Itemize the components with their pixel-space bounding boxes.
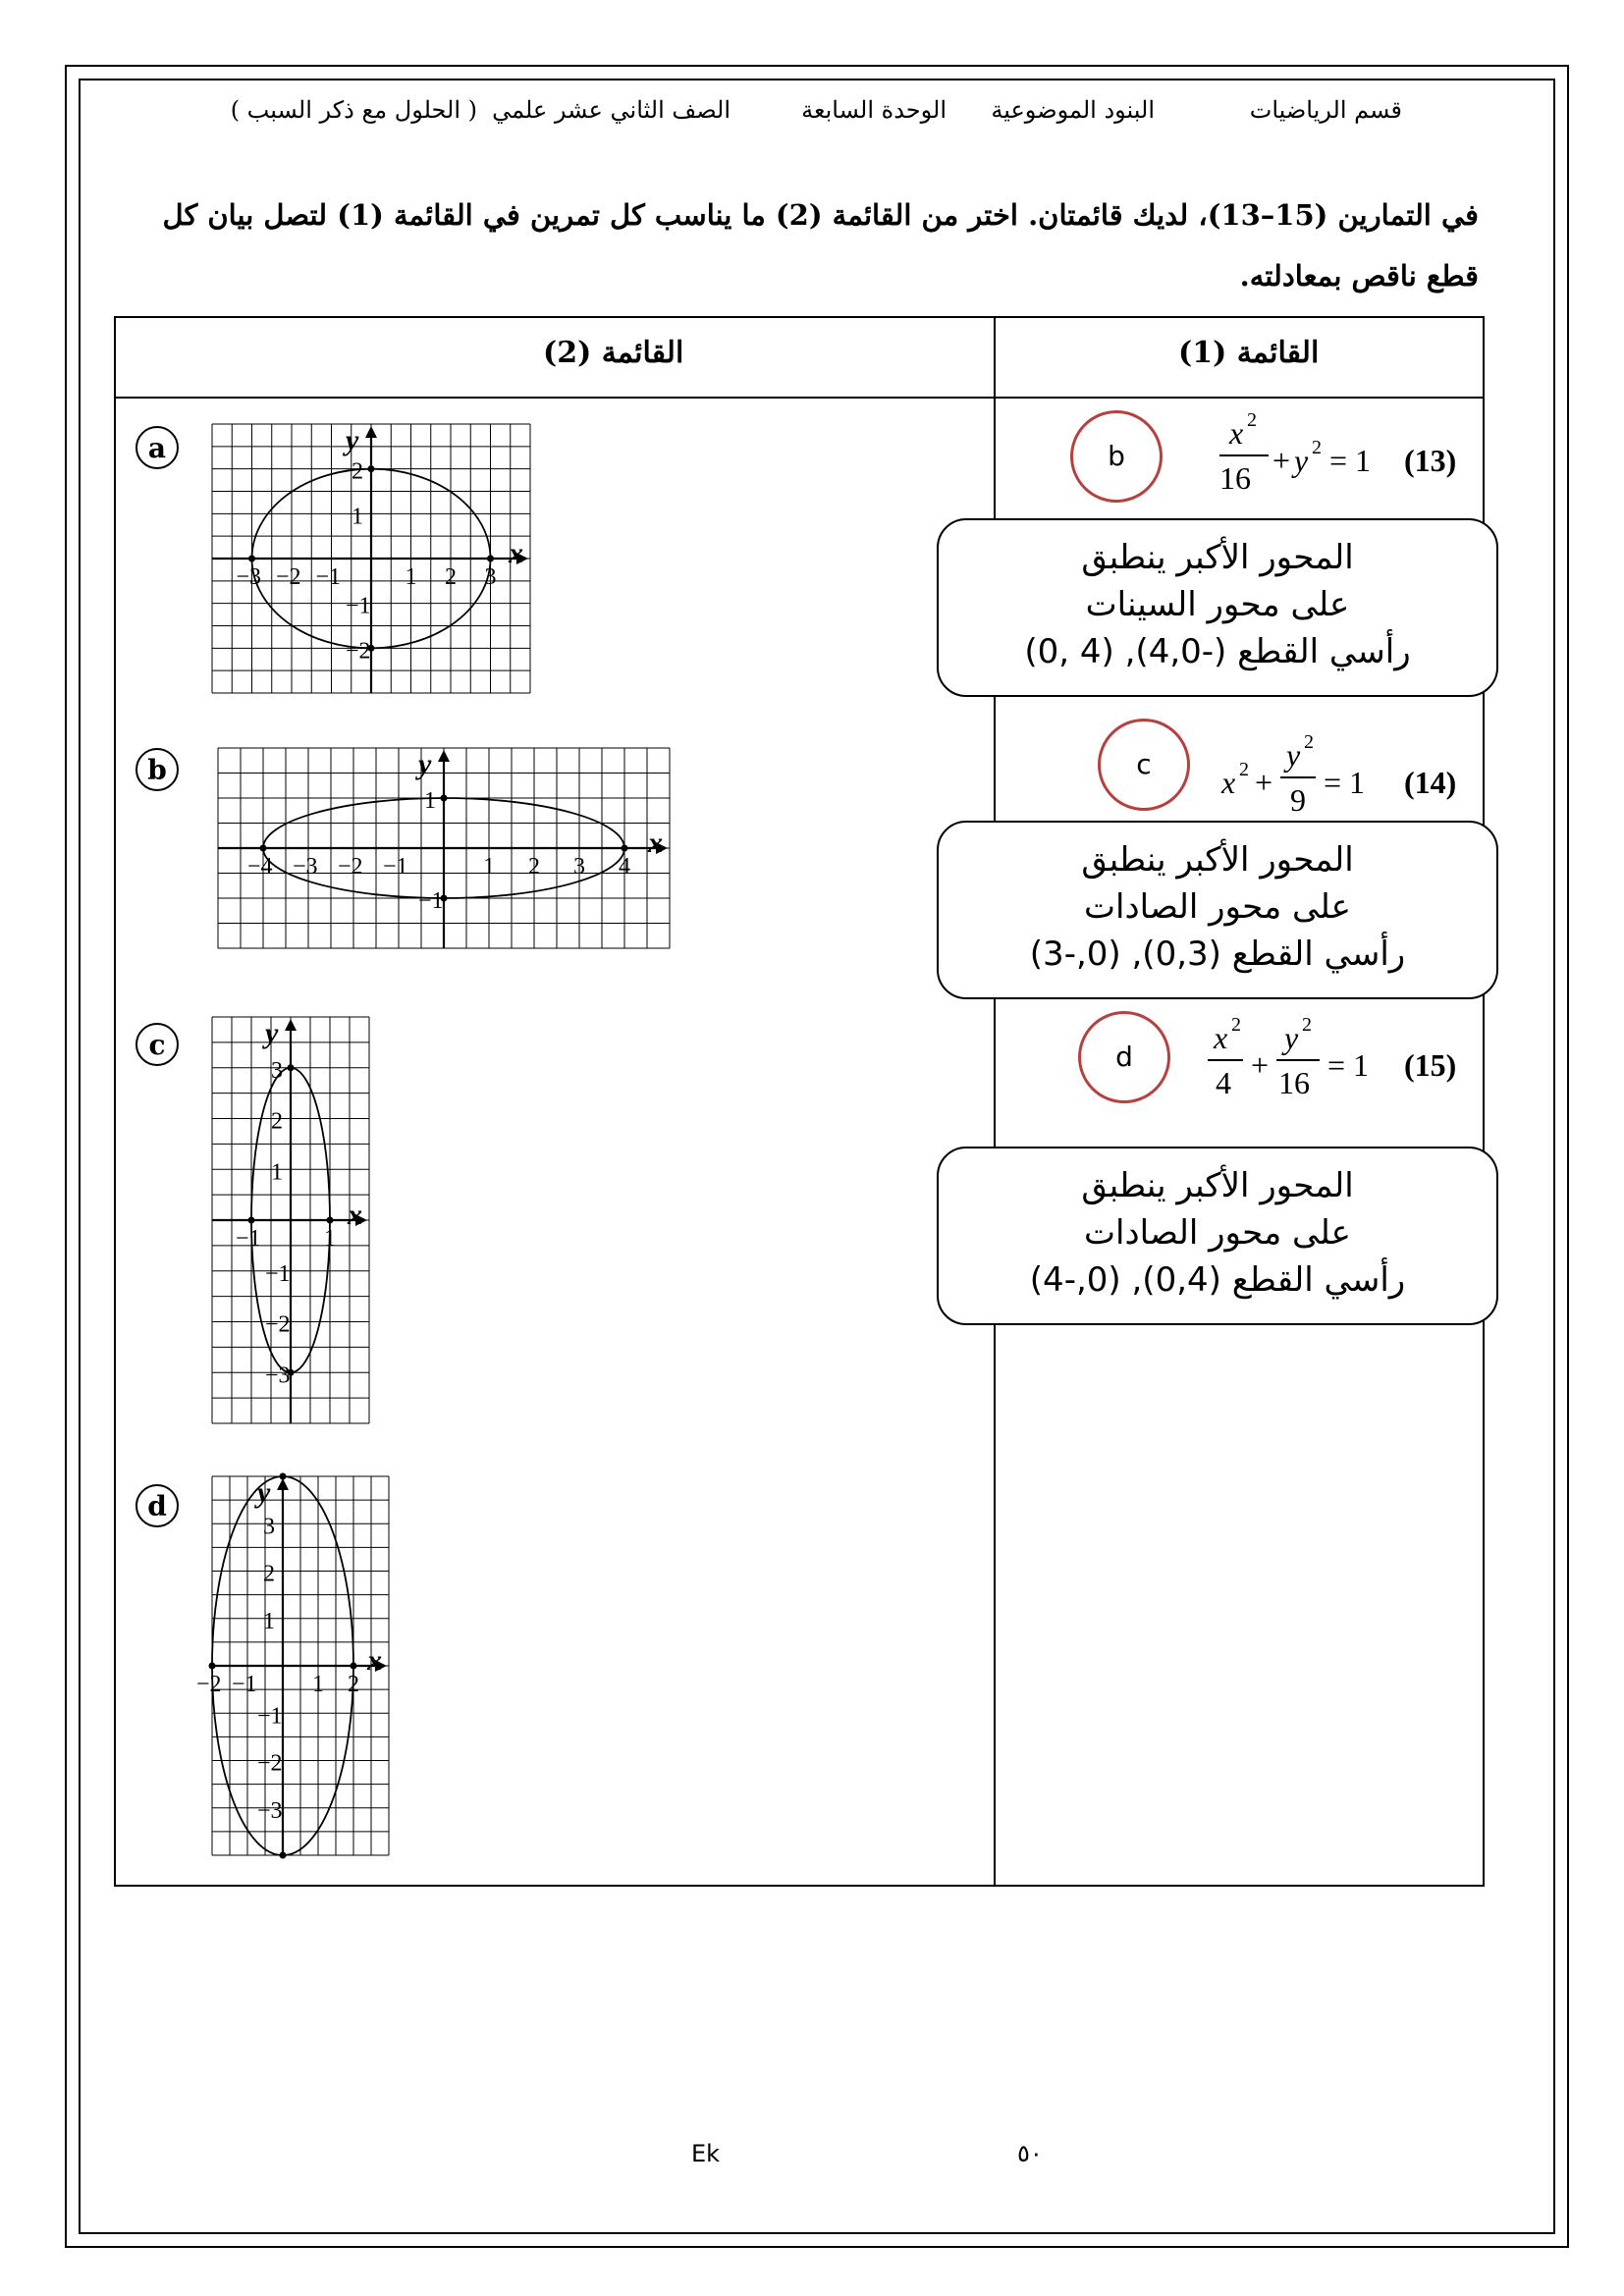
- y-tick-label: −3: [265, 1362, 291, 1389]
- column-header-list-2: القائمة (2): [543, 336, 684, 370]
- vertex-point: [487, 556, 494, 562]
- x-tick-label: 1: [324, 1226, 336, 1252]
- y-tick-label: −1: [346, 593, 371, 619]
- eq15-x-den: 4: [1216, 1065, 1231, 1100]
- x-axis-label: x: [648, 827, 663, 859]
- x-tick-label: −2: [196, 1672, 222, 1697]
- explanation-14-line-2: على محور الصادات: [1084, 887, 1351, 927]
- explanation-15: [937, 1147, 1498, 1325]
- eq14-y-num: y: [1286, 737, 1301, 773]
- svg-text:2: 2: [1304, 731, 1314, 753]
- svg-text:2: 2: [1247, 409, 1257, 431]
- vertex-point: [209, 1663, 216, 1670]
- x-tick-label: 3: [484, 564, 497, 590]
- x-tick-label: −1: [383, 854, 408, 880]
- y-tick-label: 1: [271, 1159, 283, 1186]
- graph-label-b: b: [135, 748, 179, 791]
- x-tick-label: 1: [312, 1672, 324, 1697]
- header-unit: الوحدة السابعة: [801, 96, 947, 124]
- equation-15: [1200, 1009, 1494, 1117]
- x-tick-label: 1: [483, 854, 495, 880]
- instructions: في التمارين (15–13)، لديك قائمتان. اختر من القائمة (2) ما يناسب كل تمرين في القائمة (1) لتصل بيان كل قطع ناقص بمعادلته.: [162, 198, 1479, 293]
- vertex-point: [622, 845, 628, 852]
- graph-label-c: c: [135, 1023, 179, 1066]
- explanation-13-line-2: على محور السينات: [1085, 585, 1350, 624]
- explanation-14-line-1: المحور الأكبر ينطبق: [1081, 840, 1354, 880]
- x-axis-label: x: [509, 537, 523, 569]
- x-tick-label: −2: [276, 564, 301, 590]
- y-tick-label: −1: [265, 1260, 291, 1287]
- y-axis-label: y: [265, 1017, 279, 1049]
- y-tick-label: 3: [271, 1057, 283, 1084]
- x-tick-label: 1: [405, 564, 417, 590]
- explanation-13-line-3: رأسي القطع (-4,0), (4 ,0): [1024, 632, 1411, 671]
- eq13-y: y: [1294, 443, 1309, 478]
- vertex-point: [260, 845, 267, 852]
- eq13-x-num: x: [1229, 415, 1244, 451]
- svg-text:+: +: [1255, 765, 1273, 800]
- column-header-list-1: القائمة (1): [1178, 336, 1320, 370]
- svg-text:2: 2: [1231, 1014, 1241, 1036]
- x-tick-label: 2: [348, 1672, 359, 1697]
- x-tick-label: −1: [315, 564, 342, 590]
- x-tick-label: 3: [573, 854, 585, 880]
- eq15-y-num: y: [1284, 1020, 1299, 1055]
- header-department: قسم الرياضيات: [1249, 96, 1402, 124]
- y-axis-arrow: [365, 426, 377, 438]
- x-axis-label: x: [348, 1199, 362, 1231]
- y-axis-arrow: [277, 1478, 289, 1490]
- explanation-13: [937, 518, 1498, 697]
- y-tick-label: 1: [263, 1608, 275, 1634]
- eq14-y-den: 9: [1290, 782, 1306, 818]
- header-section-type: البنود الموضوعية: [991, 96, 1155, 124]
- ellipse-graph-a: [212, 424, 530, 693]
- svg-text:+: +: [1272, 443, 1291, 478]
- explanation-15-line-1: المحور الأكبر ينطبق: [1081, 1166, 1354, 1205]
- y-tick-label: 2: [263, 1561, 275, 1587]
- graph-label-d: d: [135, 1484, 179, 1527]
- header-divider: [116, 397, 1483, 399]
- vertex-point: [327, 1217, 334, 1224]
- page-number: ٥٠: [1017, 2140, 1043, 2167]
- svg-text:+: +: [1251, 1047, 1270, 1083]
- y-axis-label: y: [346, 424, 359, 456]
- vertex-point: [441, 795, 448, 802]
- footer-ek: Ek: [691, 2140, 721, 2167]
- vertex-point: [248, 556, 255, 562]
- x-tick-label: −1: [236, 1226, 261, 1252]
- y-axis-arrow: [285, 1019, 297, 1031]
- y-tick-label: 3: [263, 1514, 275, 1540]
- vertex-point: [280, 1852, 287, 1859]
- y-tick-label: 1: [424, 788, 436, 814]
- explanation-15-line-2: على محور الصادات: [1084, 1213, 1351, 1253]
- eq15-rhs: = 1: [1327, 1047, 1370, 1083]
- y-tick-label: −2: [265, 1311, 291, 1338]
- y-axis-label: y: [418, 748, 432, 780]
- exercise-number-14: (14): [1404, 765, 1457, 800]
- x-axis-label: x: [367, 1644, 382, 1677]
- vertex-point: [288, 1064, 295, 1071]
- y-axis-label: y: [257, 1476, 271, 1509]
- y-tick-label: −3: [257, 1797, 283, 1824]
- header-note: ( الحلول مع ذكر السبب ): [230, 96, 477, 124]
- x-tick-label: 4: [619, 854, 630, 880]
- vertex-point: [248, 1217, 255, 1224]
- answer-circle-14: c: [1098, 719, 1190, 811]
- x-tick-label: −2: [338, 854, 363, 880]
- answer-circle-13: b: [1070, 410, 1163, 503]
- eq13-rhs: = 1: [1329, 443, 1372, 478]
- y-tick-label: 2: [271, 1108, 283, 1135]
- explanation-14-line-3: رأسي القطع (0,3), (0,-3): [1029, 934, 1406, 974]
- svg-text:2: 2: [1239, 759, 1249, 780]
- ellipse-graph-b: [218, 748, 670, 948]
- answer-circle-15: d: [1078, 1011, 1170, 1103]
- x-tick-label: 2: [528, 854, 540, 880]
- equation-13: [1208, 404, 1502, 512]
- y-tick-label: −2: [346, 638, 371, 665]
- x-tick-label: −3: [236, 564, 262, 590]
- eq13-x-den: 16: [1219, 460, 1251, 496]
- vertex-point: [280, 1473, 287, 1480]
- header-grade: الصف الثاني عشر علمي: [492, 96, 731, 124]
- y-tick-label: 1: [352, 504, 363, 530]
- ellipse-graph-c: [212, 1017, 369, 1423]
- x-tick-label: −4: [247, 854, 273, 880]
- x-tick-label: 2: [445, 564, 457, 590]
- explanation-15-line-3: رأسي القطع (0,4), (0,-4): [1029, 1260, 1406, 1300]
- equation-14: [1208, 726, 1502, 834]
- x-tick-label: −1: [232, 1672, 257, 1697]
- vertex-point: [351, 1663, 357, 1670]
- eq14-rhs: = 1: [1324, 765, 1366, 800]
- y-tick-label: −1: [418, 888, 444, 914]
- graph-label-a: a: [135, 426, 179, 469]
- y-tick-label: −1: [257, 1703, 283, 1730]
- y-tick-label: −2: [257, 1750, 283, 1777]
- eq15-y-den: 16: [1278, 1065, 1310, 1100]
- x-tick-label: −3: [293, 854, 318, 880]
- exercise-number-15: (15): [1404, 1047, 1457, 1083]
- svg-text:2: 2: [1302, 1014, 1312, 1036]
- eq15-x-num: x: [1214, 1020, 1228, 1055]
- eq14-x: x: [1221, 765, 1236, 800]
- y-axis-arrow: [438, 750, 450, 762]
- vertex-point: [368, 465, 375, 472]
- svg-text:2: 2: [1312, 437, 1322, 458]
- ellipse-graph-d: [196, 1476, 389, 1855]
- y-tick-label: 2: [352, 458, 363, 485]
- exercise-number-13: (13): [1404, 443, 1457, 478]
- explanation-13-line-1: المحور الأكبر ينطبق: [1081, 538, 1354, 577]
- explanation-14: [937, 821, 1498, 999]
